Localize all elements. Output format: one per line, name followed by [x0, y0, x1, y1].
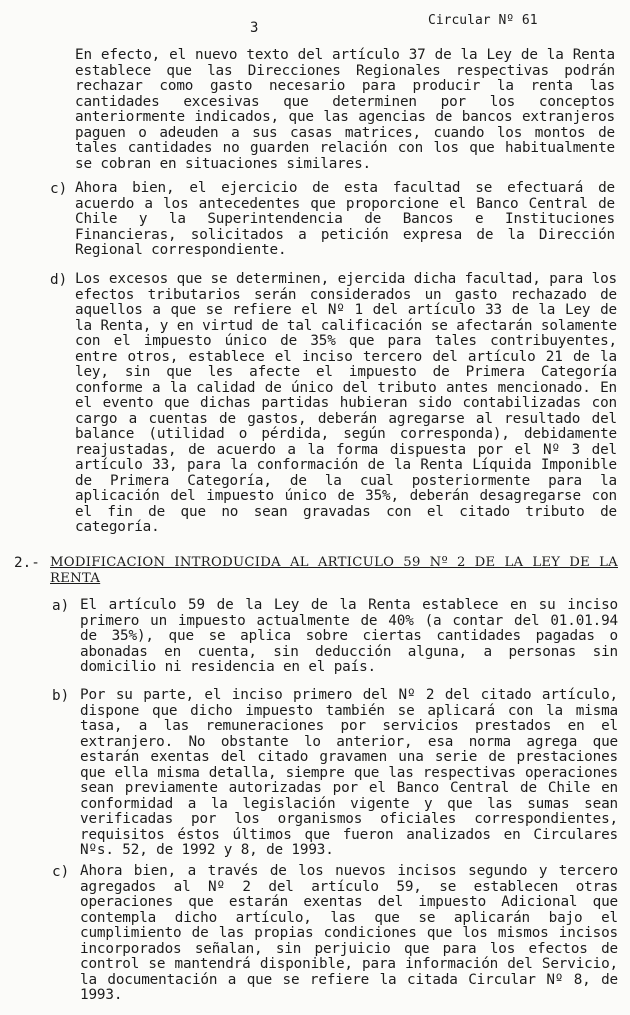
page-number: 3 [250, 20, 259, 36]
item-d-text: Los excesos que se determinen, ejercida dicha facultad, para los efectos tributarios serán considerados un gasto rechazado de aquellos a que se refiere el Nº 1 del artículo 33 de la Ley de la Renta, y en virtud de tal calificación se afectarán solamente con el impuesto único de 35% que para tales contribuyentes, entre otros, establece el inciso tercero del artículo 21 de la ley, sin que les afecte el impuesto de Primera Categoría conforme a la calidad de único del tributo antes mencionado. En el evento que dichas partidas hubieran sido contabilizadas con cargo a cuentas de gastos, deberán agregarse al resultado del balance (utilidad o pérdida, según corresponda), debidamente reajustadas, de acuerdo a la forma dispuesta por el Nº 3 del artículo 33, para la conformación de la Renta Líquida Imponible de Primera Categoría, de la cual posteriormente para la aplicación del impuesto único de 35%, deberán desagregarse con el fin de que no sean gravadas con el citado tributo de categoría. [75, 271, 617, 535]
intro-paragraph: En efecto, el nuevo texto del artículo 37 de la Ley de la Renta establece que las Direcciones Regionales respectivas podrán rechazar como gasto necesario para producir la renta las cantidades excesivas que determinen por los conceptos anteriormente indicados, que las agencias de bancos extranjeros paguen o adeuden a sus casas matrices, cuando los montos de tales cantidades no guarden relación con los que habitualmente se cobran en situaciones similares. [75, 47, 615, 172]
section2-item-b-text: Por su parte, el inciso primero del Nº 2 del citado artículo, dispone que dicho impuesto también se aplicará con la misma tasa, a las remuneraciones por servicios prestados en el extranjero. No obstante lo anterior, esa norma agrega que estarán exentas del citado gravamen una serie de prestaciones que ella misma detalla, siempre que las respectivas operaciones sean previamente autorizadas por el Banco Central de Chile en conformidad a la legislación vigente y que las sumas sean verificadas por los organismos oficiales correspondientes, requisitos éstos últimos que fueron analizados en Circulares Nºs. 52, de 1992 y 8, de 1993. [80, 687, 618, 858]
circular-reference: Circular Nº 61 [428, 13, 538, 28]
item-c-text: Ahora bien, el ejercicio de esta facultad se efectuará de acuerdo a los antecedentes que proporcione el Banco Central de Chile y la Superintendencia de Bancos e Instituciones Financieras, solicitados a petición expresa de la Dirección Regional correspondiente. [75, 180, 615, 258]
section2-item-b-label: b) [52, 688, 70, 704]
section2-item-c-label: c) [52, 864, 70, 880]
item-c-label: c) [50, 181, 68, 197]
section2-item-a-text: El artículo 59 de la Ley de la Renta establece en su inciso primero un impuesto actualmente de 40% (a contar del 01.01.94 de 35%), que se aplica sobre ciertas cantidades pagadas o abonadas en cuenta, sin deducción alguna, a personas sin domicilio ni residencia en el país. [80, 597, 618, 675]
section-heading: MODIFICACION INTRODUCIDA AL ARTICULO 59 Nº 2 DE LA LEY DE LA RENTA [50, 555, 618, 586]
item-d-label: d) [50, 272, 68, 288]
section2-item-a-label: a) [52, 598, 70, 614]
section-number: 2.- [14, 555, 40, 571]
section2-item-c-text: Ahora bien, a través de los nuevos incisos segundo y tercero agregados al Nº 2 del artículo 59, se establecen otras operaciones que estarán exentas del impuesto Adicional que contempla dicho artículo, las que se aplicarán bajo el cumplimiento de las propias condiciones que los mismos incisos incorporados señalan, sin perjuicio que para los efectos de control se mantendrá disponible, para información del Servicio, la documentación a que se refiere la citada Circular Nº 8, de 1993. [80, 863, 618, 1003]
